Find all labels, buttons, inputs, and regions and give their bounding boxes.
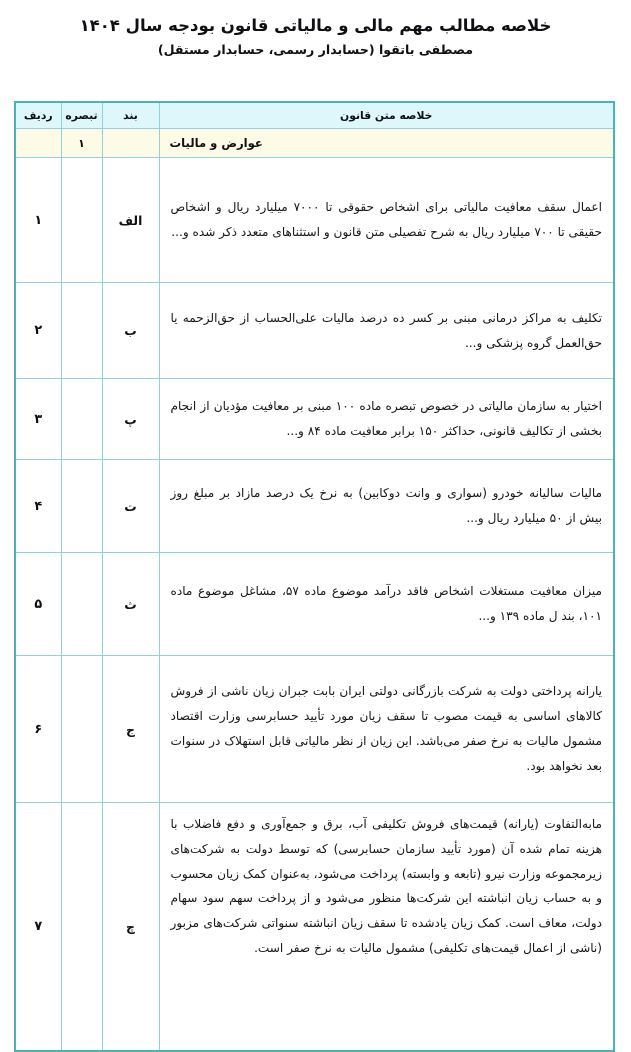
table-header (15, 102, 614, 158)
cell-summary: تکلیف به مراکز درمانی مبنی بر کسر ده درصد مالیات علی‌الحساب از حق‌الزحمه یا حق‌العمل گروه پزشکی و... (159, 283, 614, 379)
cell-summary: اختیار به سازمان مالیاتی در خصوص تبصره ماده ۱۰۰ مبنی بر معافیت مؤدیان از انجام بخشی از تکالیف قانونی، حداکثر ۱۵۰ برابر معافیت ماده ۸۴ و... (159, 379, 614, 460)
cell-radif: ۱ (15, 158, 61, 283)
column-header-band: بند (102, 102, 159, 129)
cell-band: الف (102, 158, 159, 283)
column-header-tabsare: تبصره (61, 102, 102, 129)
section-radif (15, 129, 61, 158)
cell-tabsare (61, 656, 102, 803)
column-header-summary: خلاصه متن قانون (159, 102, 614, 129)
table-row (15, 656, 614, 803)
cell-band: ت (102, 460, 159, 553)
cell-band: ج (102, 656, 159, 803)
cell-band: ب (102, 283, 159, 379)
section-tabsare-number: ۱ (61, 129, 102, 158)
page-title: خلاصه مطالب مهم مالی و مالیاتی قانون بودجه سال ۱۴۰۴ (79, 16, 552, 35)
cell-summary: مابه‌التفاوت (یارانه) قیمت‌های فروش تکلیفی آب، برق و جمع‌آوری و دفع فاضلاب با هزینه تمام شده آن (مورد تأیید سازمان حسابرسی) که توسط دولت به شرکت‌های زیرمجموعه وزارت نیرو (تابعه و وابسته) پرداخت می‌شود، به‌عنوان کمک زیان محسوب و به حساب زیان انباشته این شرکت‌ها منظور می‌شود و از پرداخت سهم سود سهام دولت، معاف است. کمک زیان یادشده تا سقف زیان انباشته سنواتی شرکت‌های مزبور (ناشی از اعمال قیمت‌های تکلیفی) مشمول مالیات به نرخ صفر است. (159, 803, 614, 1052)
cell-band: ث (102, 553, 159, 656)
cell-radif: ۶ (15, 656, 61, 803)
cell-band: پ (102, 379, 159, 460)
section-band (102, 129, 159, 158)
cell-summary: یارانه پرداختی دولت به شرکت بازرگانی دولتی ایران بابت جبران زیان ناشی از فروش کالاهای اساسی به قیمت مصوب تا سقف زیان مورد تأیید حسابرسی وزارت اقتصاد مشمول مالیات به نرخ صفر می‌باشد. این زیان از نظر مالیاتی قابل استهلاک در سنوات بعد نخواهد بود. (159, 656, 614, 803)
table-body (15, 158, 614, 1052)
table-section-row (15, 129, 614, 158)
cell-radif: ۲ (15, 283, 61, 379)
cell-radif: ۴ (15, 460, 61, 553)
cell-summary: اعمال سقف معافیت مالیاتی برای اشخاص حقوقی تا ۷۰۰۰ میلیارد ریال و اشخاص حقیقی تا ۷۰۰ میلیارد ریال به شرح تفصیلی متن قانون و استثناهای متعدد ذکر شده و... (159, 158, 614, 283)
table-row (15, 460, 614, 553)
cell-band: چ (102, 803, 159, 1052)
cell-tabsare (61, 553, 102, 656)
cell-tabsare (61, 460, 102, 553)
law-summary-table (14, 101, 615, 1052)
column-header-radif: ردیف (15, 102, 61, 129)
table-row (15, 283, 614, 379)
table-row (15, 158, 614, 283)
table-row (15, 553, 614, 656)
document-heading (0, 0, 631, 60)
cell-tabsare (61, 379, 102, 460)
cell-tabsare (61, 158, 102, 283)
cell-summary: میزان معافیت مستغلات اشخاص فاقد درآمد موضوع ماده ۵۷، مشاغل موضوع ماده ۱۰۱، بند ل ماده ۱۳۹ و... (159, 553, 614, 656)
cell-radif: ۷ (15, 803, 61, 1052)
table-header-row (15, 102, 614, 129)
law-table-container (16, 101, 615, 1052)
section-title-taxes-and-duties: عوارض و مالیات (159, 129, 614, 158)
cell-radif: ۵ (15, 553, 61, 656)
cell-radif: ۳ (15, 379, 61, 460)
cell-summary: مالیات سالیانه خودرو (سواری و وانت دوکابین) به نرخ یک درصد مازاد بر مبلغ روز بیش از ۵۰ میلیارد ریال و... (159, 460, 614, 553)
cell-tabsare (61, 283, 102, 379)
document-author: مصطفی باتقوا (حسابدار رسمی، حسابدار مستقل) (157, 41, 474, 57)
table-row (15, 379, 614, 460)
